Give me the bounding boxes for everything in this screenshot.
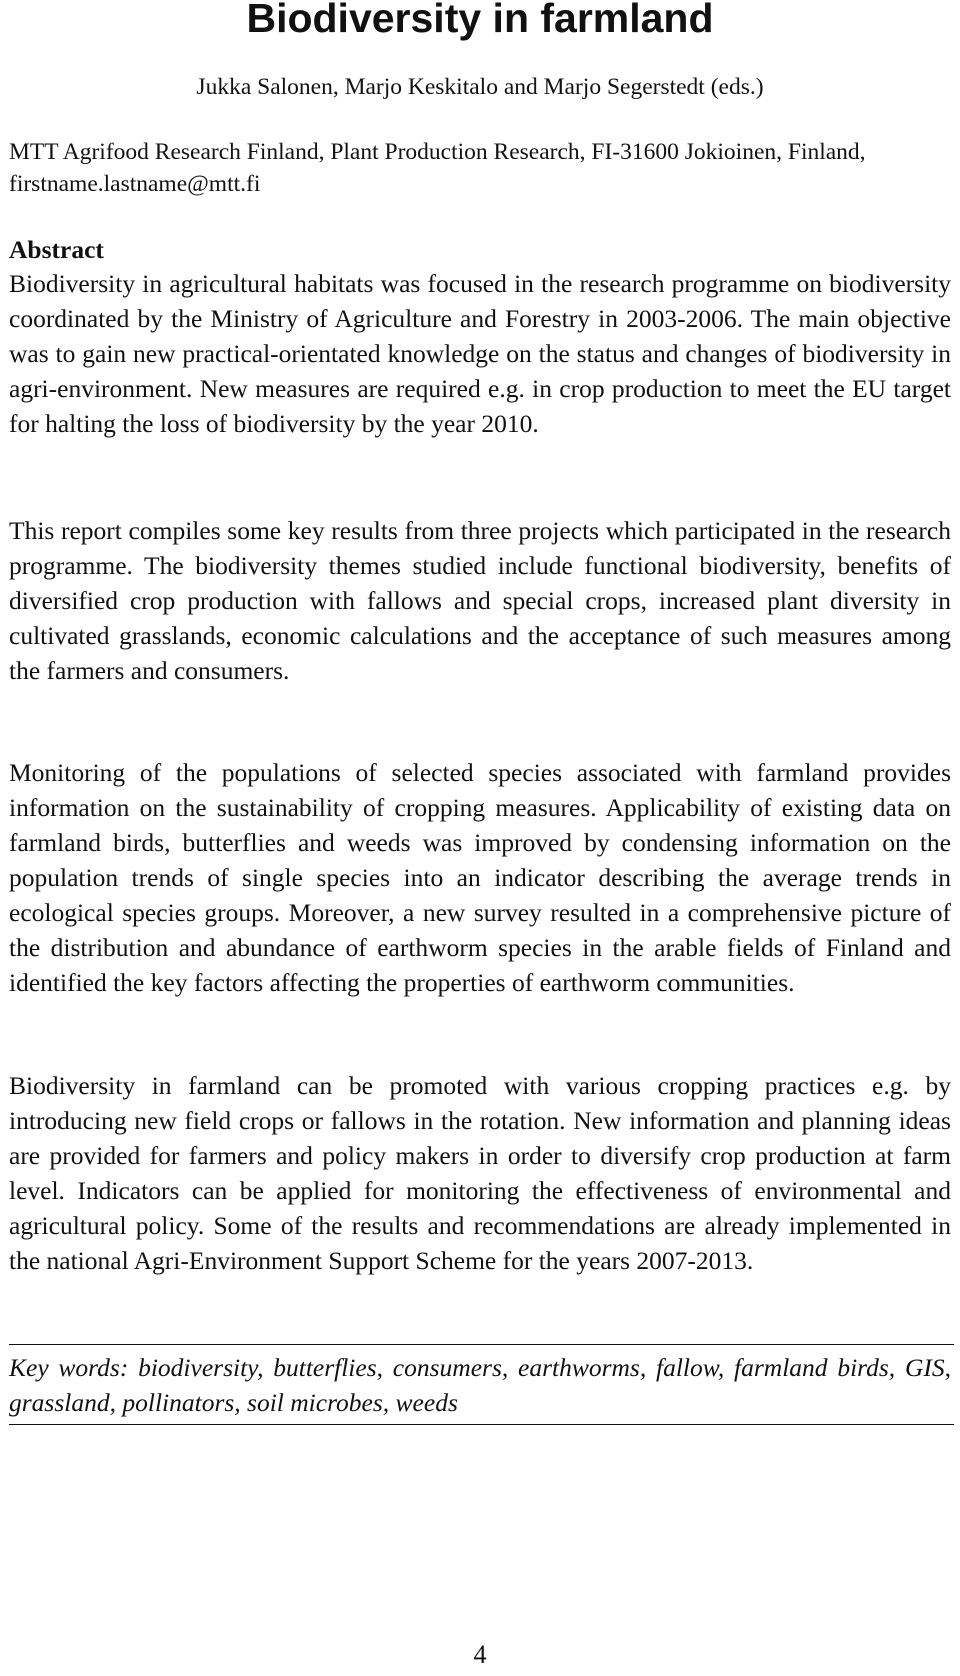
page-title: Biodiversity in farmland xyxy=(246,0,714,41)
keywords-bottom-rule xyxy=(9,1424,954,1425)
page-number: 4 xyxy=(473,1640,487,1669)
keywords-text: Key words: biodiversity, butterflies, consumers, earthworms, fallow, farmland birds, GIS, grassland, pollinators, soil microbes, weeds xyxy=(9,1353,951,1417)
affiliation-text: MTT Agrifood Research Finland, Plant Production Research, FI-31600 Jokioinen, Finland, firstname.lastname@mtt.fi xyxy=(9,139,866,197)
abstract-paragraph-1: Biodiversity in agricultural habitats was focused in the research programme on biodiversity coordinated by the Ministry of Agriculture and Forestry in 2003-2006. The main objective was to gain new practical-orientated knowledge on the status and changes of biodiversity in agri-environment. New measures are required e.g. in crop production to meet the EU target for halting the loss of biodiversity by the year 2010. xyxy=(9,269,951,438)
abstract-heading: Abstract xyxy=(9,235,104,264)
abstract-paragraph-3: Monitoring of the populations of selected species associated with farmland provides information on the sustainability of cropping measures. Applicability of existing data on farmland birds, butterflies and weeds was improved by condensing information on the population trends of single species into an indicator describing the average trends in ecological species groups. Moreover, a new survey resulted in a comprehensive picture of the distribution and abundance of earthworm species in the arable fields of Finland and identified the key factors affecting the properties of earthworm communities. xyxy=(9,758,951,997)
keywords-top-rule xyxy=(9,1344,954,1345)
abstract-paragraph-4: Biodiversity in farmland can be promoted with various cropping practices e.g. by introducing new field crops or fallows in the rotation. New information and planning ideas are provided for farmers and policy makers in order to diversify crop production at farm level. Indicators can be applied for monitoring the effectiveness of environmental and agricultural policy. Some of the results and recommendations are already implemented in the national Agri-Environment Support Scheme for the years 2007-2013. xyxy=(9,1071,951,1275)
abstract-paragraph-2: This report compiles some key results from three projects which participated in the research programme. The biodiversity themes studied include functional biodiversity, benefits of diversified crop production with fallows and special crops, increased plant diversity in cultivated grasslands, economic calculations and the acceptance of such measures among the farmers and consumers. xyxy=(9,516,951,685)
editors-line: Jukka Salonen, Marjo Keskitalo and Marjo Segerstedt (eds.) xyxy=(196,74,764,100)
